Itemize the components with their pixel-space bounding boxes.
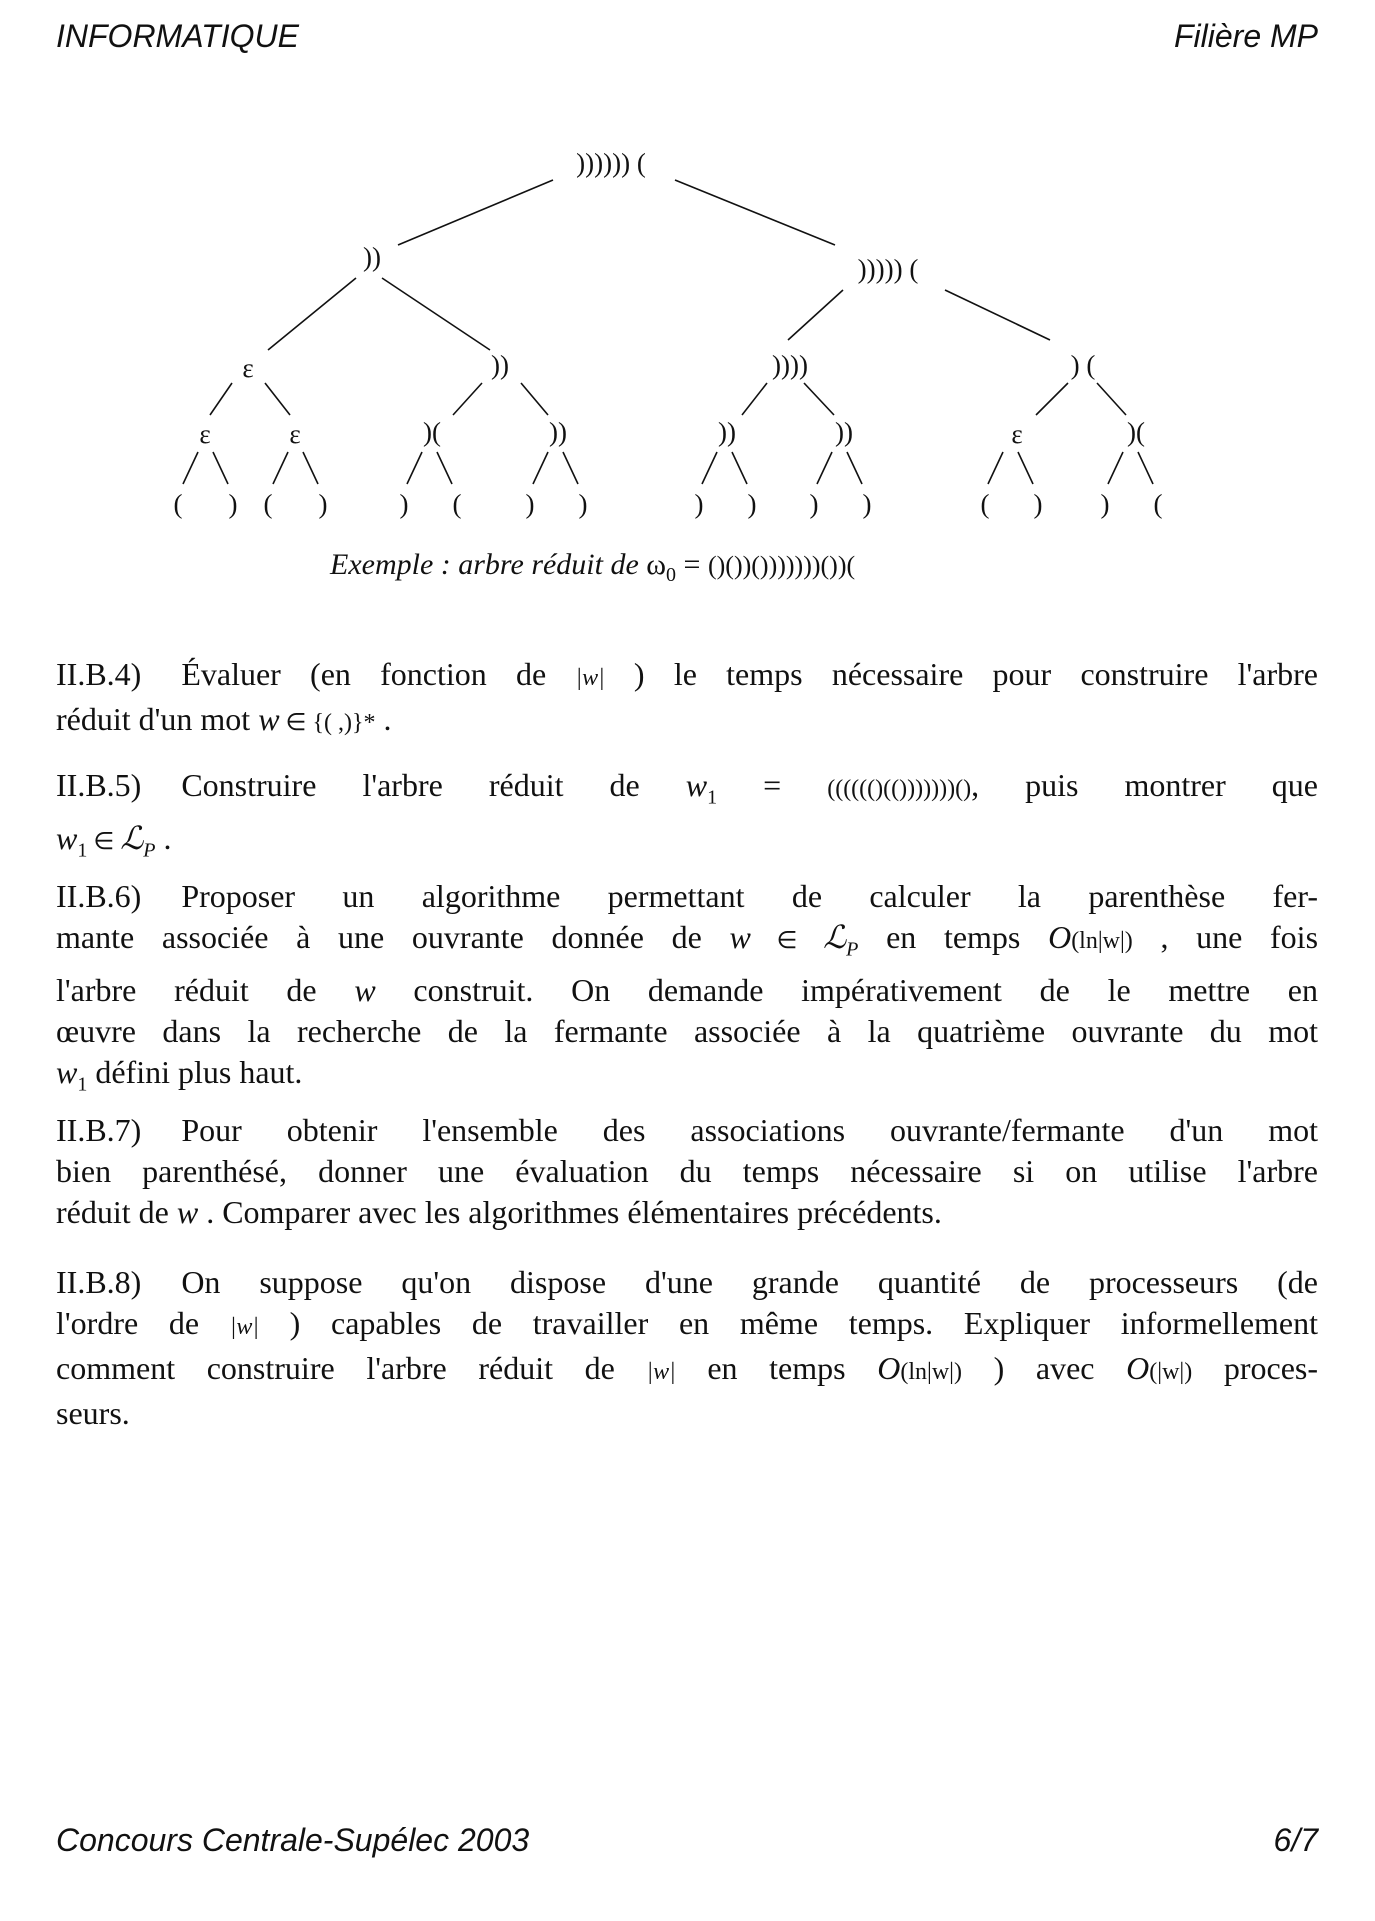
tree-leaf: ) — [399, 489, 409, 519]
edge — [847, 452, 862, 484]
edge — [788, 290, 843, 340]
question-label: II.B.6) — [56, 878, 142, 914]
tree-leaf: ( — [452, 489, 462, 519]
tree-node: )) — [718, 417, 736, 447]
tree-node: )) — [549, 417, 567, 447]
figure-caption: Exemple : arbre réduit de $\omega_0$ = ()())()))))))())( — [330, 548, 856, 586]
tree-leaf: ) — [1033, 489, 1043, 519]
tree-edges — [183, 180, 1153, 484]
question-label: II.B.5) — [56, 767, 142, 803]
question-ii-b-7: II.B.7) Pour obtenir l'ensemble des associations ouvrante/fermante d'un mot bien parenthésé, donner une évaluation du temps nécessaire si on utilise l'arbre réduit de w . Comparer avec les algorithmes élémentaires précédents. — [56, 1112, 1318, 1230]
tree-leaf: ( — [980, 489, 990, 519]
edge — [817, 452, 832, 484]
edge — [1097, 383, 1126, 415]
tree-leaf: ) — [1100, 489, 1110, 519]
tree-node: )) — [491, 350, 509, 380]
edge — [742, 383, 767, 415]
edge — [265, 383, 290, 415]
edge — [804, 383, 834, 415]
edge — [1108, 452, 1123, 484]
edge — [437, 452, 452, 484]
edge — [1138, 452, 1153, 484]
tree-leaf: ( — [263, 489, 273, 519]
tree-leaf: ) — [694, 489, 704, 519]
question-label: II.B.8) — [56, 1264, 142, 1300]
edge — [563, 452, 578, 484]
edge — [521, 383, 548, 415]
tree-node: ε — [1011, 419, 1023, 449]
tree-leaf: ( — [173, 489, 183, 519]
edge — [273, 452, 288, 484]
edge — [398, 180, 553, 245]
question-ii-b-5: II.B.5) Construire l'arbre réduit de $w_1$ = (((((()(()))))))(), puis montrer que $w_1$ ∈ ℒ$_P$ . — [56, 767, 1318, 862]
tree-leaf: ) — [228, 489, 238, 519]
question-ii-b-4: II.B.4) Évaluer (en fonction de |w| ) le temps nécessaire pour construire l'arbre réduit d'un mot w ∈ {( ,)}* . — [56, 656, 1319, 737]
question-ii-b-8: II.B.8) On suppose qu'on dispose d'une grande quantité de processeurs (de l'ordre de |w| ) capables de travailler en même temps. Expliquer informellement comment construire l'arbre réduit de |w| en temps O(ln|w|) ) avec O(|w|) proces- seurs. — [56, 1264, 1319, 1431]
question-label: II.B.7) — [56, 1112, 142, 1148]
edge — [183, 452, 198, 484]
tree-node: ε — [289, 419, 301, 449]
edge — [732, 452, 747, 484]
tree-leaf: ) — [862, 489, 872, 519]
tree-node: ))))) ( — [857, 254, 919, 284]
tree-node: ε — [199, 419, 211, 449]
tree-leaf: ) — [318, 489, 328, 519]
header-track: Filière MP — [1173, 18, 1318, 54]
edge — [945, 290, 1050, 340]
header-subject: INFORMATIQUE — [56, 18, 299, 54]
question-label: II.B.4) — [56, 656, 142, 692]
footer-page-number: 6/7 — [1273, 1822, 1318, 1858]
edge — [213, 452, 228, 484]
edge — [268, 278, 356, 350]
tree-node: )( — [423, 417, 441, 447]
reduced-tree-diagram — [0, 0, 1375, 540]
edge — [988, 452, 1003, 484]
edge — [533, 452, 548, 484]
edge — [1036, 383, 1068, 415]
tree-leaf: ) — [525, 489, 535, 519]
tree-leaf: ) — [747, 489, 757, 519]
tree-node: )) — [835, 417, 853, 447]
tree-node: )( — [1127, 417, 1145, 447]
footer-exam-name: Concours Centrale-Supélec 2003 — [56, 1822, 530, 1858]
tree-root-node: )))))) ( — [576, 148, 646, 178]
edge — [675, 180, 835, 245]
edge — [303, 452, 318, 484]
tree-node: ε — [242, 353, 254, 383]
tree-leaf: ) — [809, 489, 819, 519]
edge — [1018, 452, 1033, 484]
tree-node: ) ( — [1070, 350, 1096, 380]
tree-node: )))) — [772, 350, 808, 380]
tree-node: )) — [363, 242, 381, 272]
tree-leaf: ( — [1153, 489, 1163, 519]
edge — [382, 278, 490, 350]
edge — [453, 383, 482, 415]
edge — [407, 452, 422, 484]
edge — [210, 383, 232, 415]
edge — [702, 452, 717, 484]
question-ii-b-6: II.B.6) Proposer un algorithme permettant de calculer la parenthèse fer- mante associée à une ouvrante donnée de w ∈ ℒ$_P$ en temps O(ln|w|) , une fois l'arbre réduit de w construit. On demande impérativement de le mettre en œuvre dans la recherche de la fermante associée à la quatrième ouvrante du mot $w_1$ défini plus haut. — [56, 878, 1319, 1096]
tree-leaf: ) — [578, 489, 588, 519]
